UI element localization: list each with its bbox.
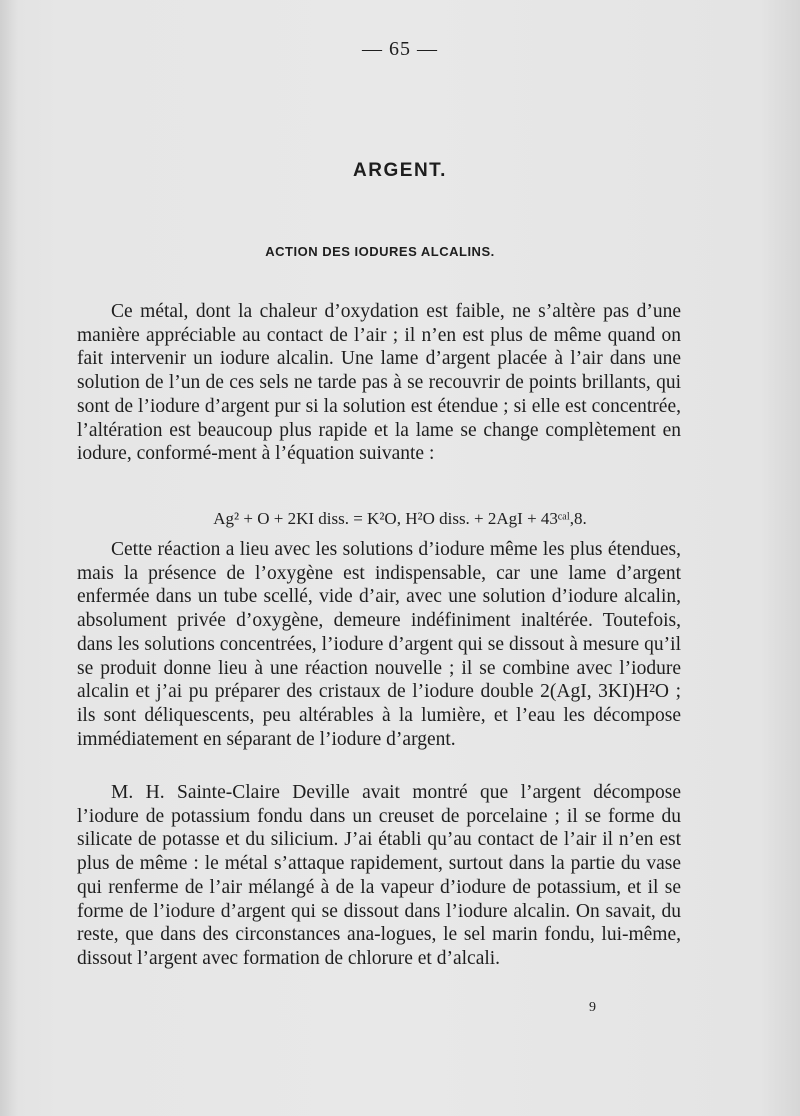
paragraph-1-block — [77, 300, 681, 466]
paragraph: Cette réaction a lieu avec les solutions d’iodure même les plus étendues, mais la présence de l’oxygène est indispensable, car une lame d’argent enfermée dans un tube scellé, vide d’air, avec une solution d’iodure alcalin, absolument privée d’oxygène, demeure indéfiniment inaltérée. Toutefois, dans les solutions concentrées, l’iodure d’argent qui se dissout à mesure qu’il se produit donne lieu à une réaction nouvelle ; il se combine avec l’iodure alcalin et j’ai pu préparer des cristaux de l’iodure double 2(AgI, 3KI)H²O ; ils sont déliquescents, peu altérables à la lumière, et l’eau les décompose immédiatement en séparant de l’iodure d’argent. — [77, 539, 681, 750]
chapter-title: ARGENT. — [353, 160, 447, 181]
paragraph-3-block — [77, 781, 681, 971]
paragraph-2-block — [77, 538, 681, 751]
section-title: ACTION DES IODURES ALCALINS. — [265, 244, 495, 259]
page-number: — 65 — — [362, 38, 438, 60]
signature-mark: 9 — [589, 1000, 596, 1015]
chemical-equation: Ag² + O + 2KI diss. = K²O, H²O diss. + 2AgI + 43ᶜᵃˡ,8. — [213, 509, 587, 528]
paragraph: M. H. Sainte-Claire Deville avait montré que l’argent décompose l’iodure de potassium fondu dans un creuset de porcelaine ; il se forme du silicate de potasse et du silicium. J’ai établi qu’au contact de l’air il n’en est plus de même : le métal s’attaque rapidement, surtout dans la partie du vase qui renferme de l’air mélangé à de la vapeur d’iodure de potassium, et il se forme de l’iodure d’argent qui se dissout dans l’iodure alcalin. On savait, du reste, que dans des circonstances ana-logues, le sel marin fondu, lui-même, dissout l’argent avec formation de chlorure et d’alcali. — [77, 782, 681, 969]
paragraph: Ce métal, dont la chaleur d’oxydation est faible, ne s’altère pas d’une manière appréciable au contact de l’air ; il n’en est plus de même quand on fait intervenir un iodure alcalin. Une lame d’argent placée à l’air dans une solution de l’un de ces sels ne tarde pas à se recouvrir de points brillants, qui sont de l’iodure d’argent pur si la solution est étendue ; si elle est concentrée, l’altération est beaucoup plus rapide et la lame se change complètement en iodure, conformé-ment à l’équation suivante : — [77, 301, 681, 465]
